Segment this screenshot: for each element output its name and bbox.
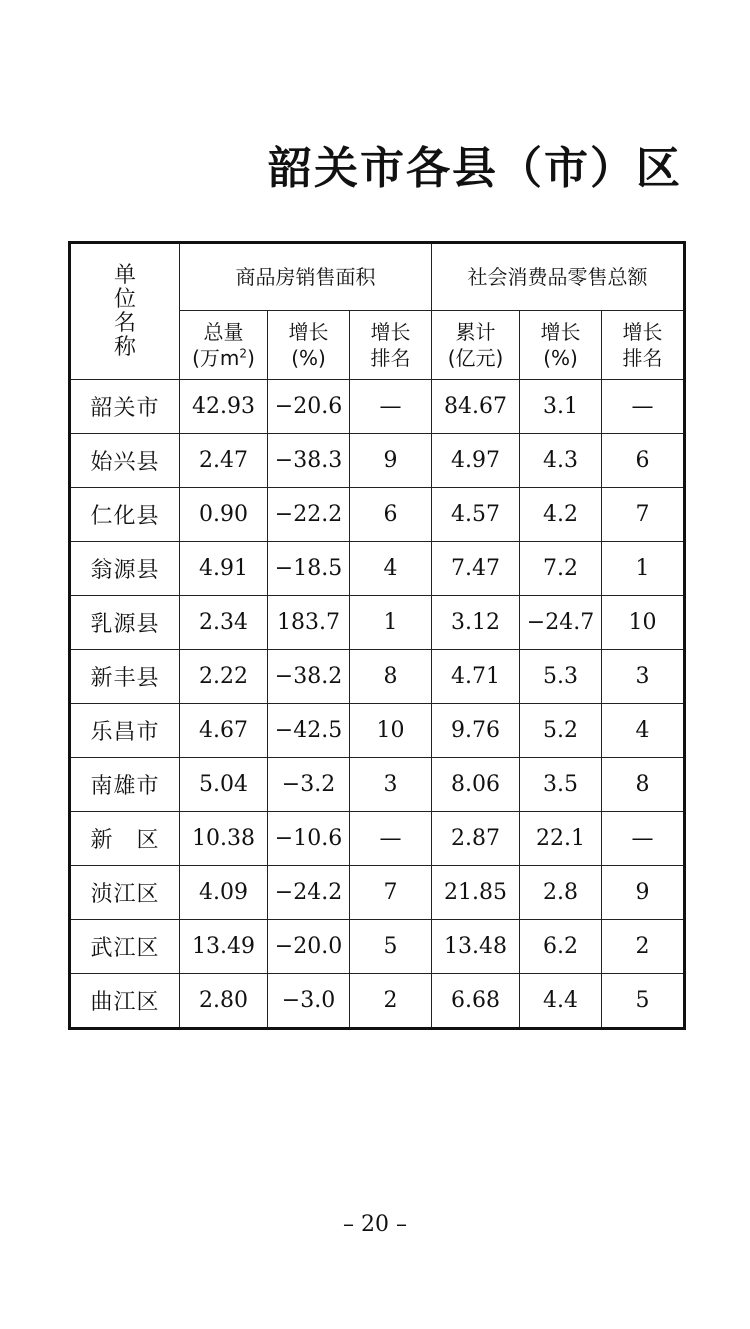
table-cell: 4: [602, 704, 685, 758]
table-cell: —: [602, 812, 685, 866]
housing-sales-area-header: 商品房销售面积: [180, 243, 432, 311]
table-cell: 6: [602, 434, 685, 488]
table-cell: 9: [350, 434, 432, 488]
column-header: 增长 (%): [268, 311, 350, 380]
table-row: [70, 974, 685, 1029]
region-name-cell: 仁化县: [70, 488, 180, 542]
table-cell: 6: [350, 488, 432, 542]
table-cell: 5: [602, 974, 685, 1029]
table-cell: 10: [350, 704, 432, 758]
table-cell: 4.09: [180, 866, 268, 920]
table-cell: —: [350, 380, 432, 434]
region-name-cell: 武江区: [70, 920, 180, 974]
table-cell: 4.2: [520, 488, 602, 542]
region-name-cell: 南雄市: [70, 758, 180, 812]
table-cell: 2.87: [432, 812, 520, 866]
table-row: [70, 380, 685, 434]
table-cell: 3.5: [520, 758, 602, 812]
region-name-cell: 新丰县: [70, 650, 180, 704]
table-cell: 5.04: [180, 758, 268, 812]
table-cell: 6.68: [432, 974, 520, 1029]
table-cell: 6.2: [520, 920, 602, 974]
table-cell: —: [350, 812, 432, 866]
table-cell: 7: [602, 488, 685, 542]
table-cell: 2.34: [180, 596, 268, 650]
table-cell: 4: [350, 542, 432, 596]
table-cell: 9: [602, 866, 685, 920]
table-cell: 2.80: [180, 974, 268, 1029]
table-cell: 2.22: [180, 650, 268, 704]
table-cell: −24.7: [520, 596, 602, 650]
table-cell: 10: [602, 596, 685, 650]
table-row: [70, 488, 685, 542]
table-row: [70, 812, 685, 866]
table-cell: −42.5: [268, 704, 350, 758]
region-name-cell: 新 区: [70, 812, 180, 866]
table-cell: 42.93: [180, 380, 268, 434]
table-cell: 13.48: [432, 920, 520, 974]
table-cell: 84.67: [432, 380, 520, 434]
table-row: [70, 704, 685, 758]
table-cell: 13.49: [180, 920, 268, 974]
table-cell: 7: [350, 866, 432, 920]
table-cell: 1: [602, 542, 685, 596]
table-cell: 22.1: [520, 812, 602, 866]
table-row: [70, 920, 685, 974]
table-row: [70, 650, 685, 704]
table-cell: 5.2: [520, 704, 602, 758]
table-cell: 8: [602, 758, 685, 812]
table-cell: 7.2: [520, 542, 602, 596]
region-name-cell: 乳源县: [70, 596, 180, 650]
column-header: 增长 (%): [520, 311, 602, 380]
table-cell: 2.47: [180, 434, 268, 488]
region-name-cell: 韶关市: [70, 380, 180, 434]
table-cell: 4.97: [432, 434, 520, 488]
table-row: [70, 758, 685, 812]
table-cell: 2: [350, 974, 432, 1029]
table-cell: −10.6: [268, 812, 350, 866]
table-cell: −24.2: [268, 866, 350, 920]
table-cell: 5: [350, 920, 432, 974]
table-cell: 4.91: [180, 542, 268, 596]
table-row: [70, 434, 685, 488]
table-cell: —: [602, 380, 685, 434]
table-cell: −38.3: [268, 434, 350, 488]
table-cell: 2: [602, 920, 685, 974]
table-cell: 4.4: [520, 974, 602, 1029]
table-cell: −38.2: [268, 650, 350, 704]
region-name-cell: 曲江区: [70, 974, 180, 1029]
table-cell: 4.57: [432, 488, 520, 542]
table-row: [70, 866, 685, 920]
region-name-cell: 浈江区: [70, 866, 180, 920]
table-cell: 8: [350, 650, 432, 704]
region-name-cell: 乐昌市: [70, 704, 180, 758]
column-header: 总量 (万$m^2$): [180, 311, 268, 380]
table-cell: 2.8: [520, 866, 602, 920]
table-cell: 3: [350, 758, 432, 812]
table-cell: 4.3: [520, 434, 602, 488]
table-cell: 183.7: [268, 596, 350, 650]
table-row: [70, 596, 685, 650]
table-cell: 10.38: [180, 812, 268, 866]
table-cell: −18.5: [268, 542, 350, 596]
region-name-cell: 翁源县: [70, 542, 180, 596]
table-cell: 3.1: [520, 380, 602, 434]
table-cell: 4.67: [180, 704, 268, 758]
unit-name-header: 单 位 名 称: [70, 243, 180, 380]
column-header: 增长 排名: [602, 311, 685, 380]
table-cell: 21.85: [432, 866, 520, 920]
column-header: 增长 排名: [350, 311, 432, 380]
retail-sales-header: 社会消费品零售总额: [432, 243, 685, 311]
table-cell: 5.3: [520, 650, 602, 704]
table-cell: −20.6: [268, 380, 350, 434]
column-header: 累计 (亿元): [432, 311, 520, 380]
region-name-cell: 始兴县: [70, 434, 180, 488]
table-cell: −3.2: [268, 758, 350, 812]
table-cell: 4.71: [432, 650, 520, 704]
table-cell: 9.76: [432, 704, 520, 758]
page-number: – 20 –: [343, 1212, 407, 1237]
table-cell: 1: [350, 596, 432, 650]
table-row: [70, 542, 685, 596]
table-cell: 7.47: [432, 542, 520, 596]
table-cell: −20.0: [268, 920, 350, 974]
table-cell: 0.90: [180, 488, 268, 542]
table-cell: 3: [602, 650, 685, 704]
table-cell: −22.2: [268, 488, 350, 542]
table-cell: 8.06: [432, 758, 520, 812]
table-cell: 3.12: [432, 596, 520, 650]
page-title: 韶关市各县（市）区: [268, 143, 682, 194]
statistics-table: [68, 241, 686, 1030]
table-cell: −3.0: [268, 974, 350, 1029]
